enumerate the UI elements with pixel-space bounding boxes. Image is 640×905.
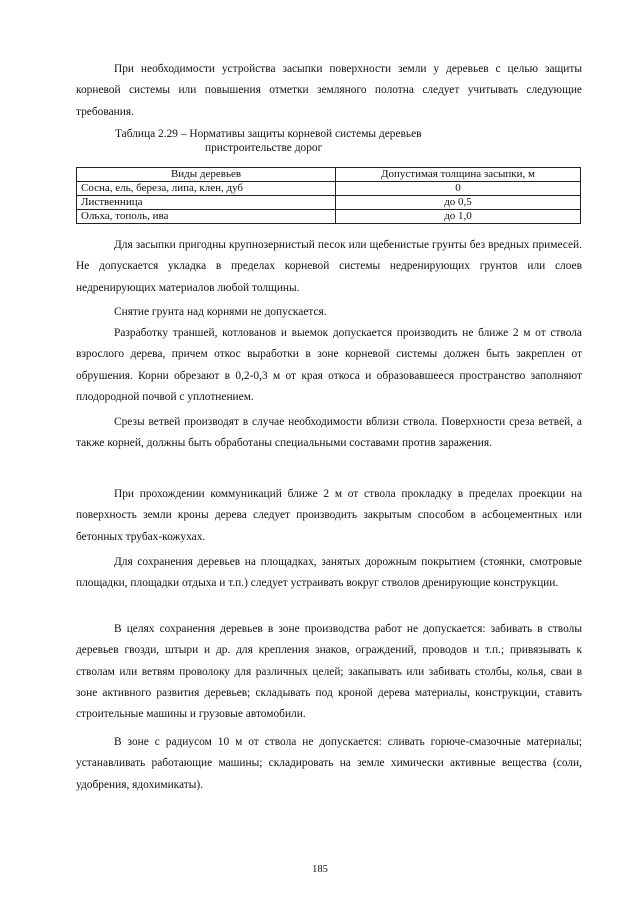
table-header-cell: Допустимая толщина засыпки, м — [336, 168, 581, 182]
table-cell-tree-type: Сосна, ель, береза, липа, клен, дуб — [77, 182, 336, 196]
paragraph-drainage: Для сохранения деревьев на площадках, занятых дорожным покрытием (стоянки, смотровые площадки, площадки отдыха и т.п.) следует устраивать вокруг стволов дренирующие конструкции. — [76, 556, 582, 590]
table-header-row — [77, 168, 581, 182]
table-cell-tree-type: Ольха, тополь, ива — [77, 210, 336, 224]
paragraph-radius-zone: В зоне с радиусом 10 м от ствола не допускается: сливать горюче-смазочные материалы; устанавливать работающие машины; складировать на земле химически активные вещества (соли, удобрения, ядохимикаты). — [76, 736, 582, 791]
paragraph-utilities: При прохождении коммуникаций ближе 2 м от ствола прокладку в пределах проекции на поверхность земли кроны дерева следует производить закрытым способом в асбоцементных или бетонных трубах-кожухах. — [76, 488, 582, 543]
table-cell-thickness: до 1,0 — [336, 210, 581, 224]
table-cell-tree-type: Лиственница — [77, 196, 336, 210]
table-caption — [115, 127, 555, 155]
paragraph-intro: При необходимости устройства засыпки поверхности земли у деревьев с целью защиты корневой системы или повышения отметки земляного полотна следует учитывать следующие требования. — [76, 63, 582, 118]
table-cell-thickness: до 0,5 — [336, 196, 581, 210]
table-row — [77, 182, 581, 196]
table-row — [77, 196, 581, 210]
norms-table — [76, 167, 581, 224]
table-caption-line1: Таблица 2.29 – Нормативы защиты корневой системы деревьев — [115, 128, 422, 140]
paragraph-soil-removal: Снятие грунта над корнями не допускается. — [114, 306, 327, 318]
paragraph-restrictions: В целях сохранения деревьев в зоне производства работ не допускается: забивать в стволы деревьев гвозди, штыри и др. для крепления знаков, ограждений, проводов и т.п.; привязывать к стволам или ветвям проволоку для различных целей; закапывать или забивать столбы, колья, сваи в зоне активного развития деревьев; складывать под кроной дерева материалы, конструкции, ставить строительные машины и грузовые автомобили. — [76, 623, 582, 721]
table-row — [77, 210, 581, 224]
paragraph-trenches: Разработку траншей, котлованов и выемок допускается производить не ближе 2 м от ствола взрослого дерева, причем откос выработки в зоне корневой системы должен быть закреплен от обрушения. Корни обрезают в 0,2-0,3 м от края откоса и образовавшееся пространство заполняют плодородной почвой с уплотнением. — [76, 327, 582, 403]
paragraph-backfill: Для засыпки пригодны крупнозернистый песок или щебенистые грунты без вредных примесей. Не допускается укладка в пределах корневой системы недренирующих грунтов или слоев недренирующих материалов любой толщины. — [76, 239, 582, 294]
page-number: 185 — [312, 864, 328, 875]
table-header-cell: Виды деревьев — [77, 168, 336, 182]
paragraph-branch-cuts: Срезы ветвей производят в случае необходимости вблизи ствола. Поверхности среза ветвей, а также корней, должны быть обработаны специальными составами против заражения. — [76, 416, 582, 450]
table-cell-thickness: 0 — [336, 182, 581, 196]
table-caption-line2: пристроительстве дорог — [205, 142, 323, 154]
